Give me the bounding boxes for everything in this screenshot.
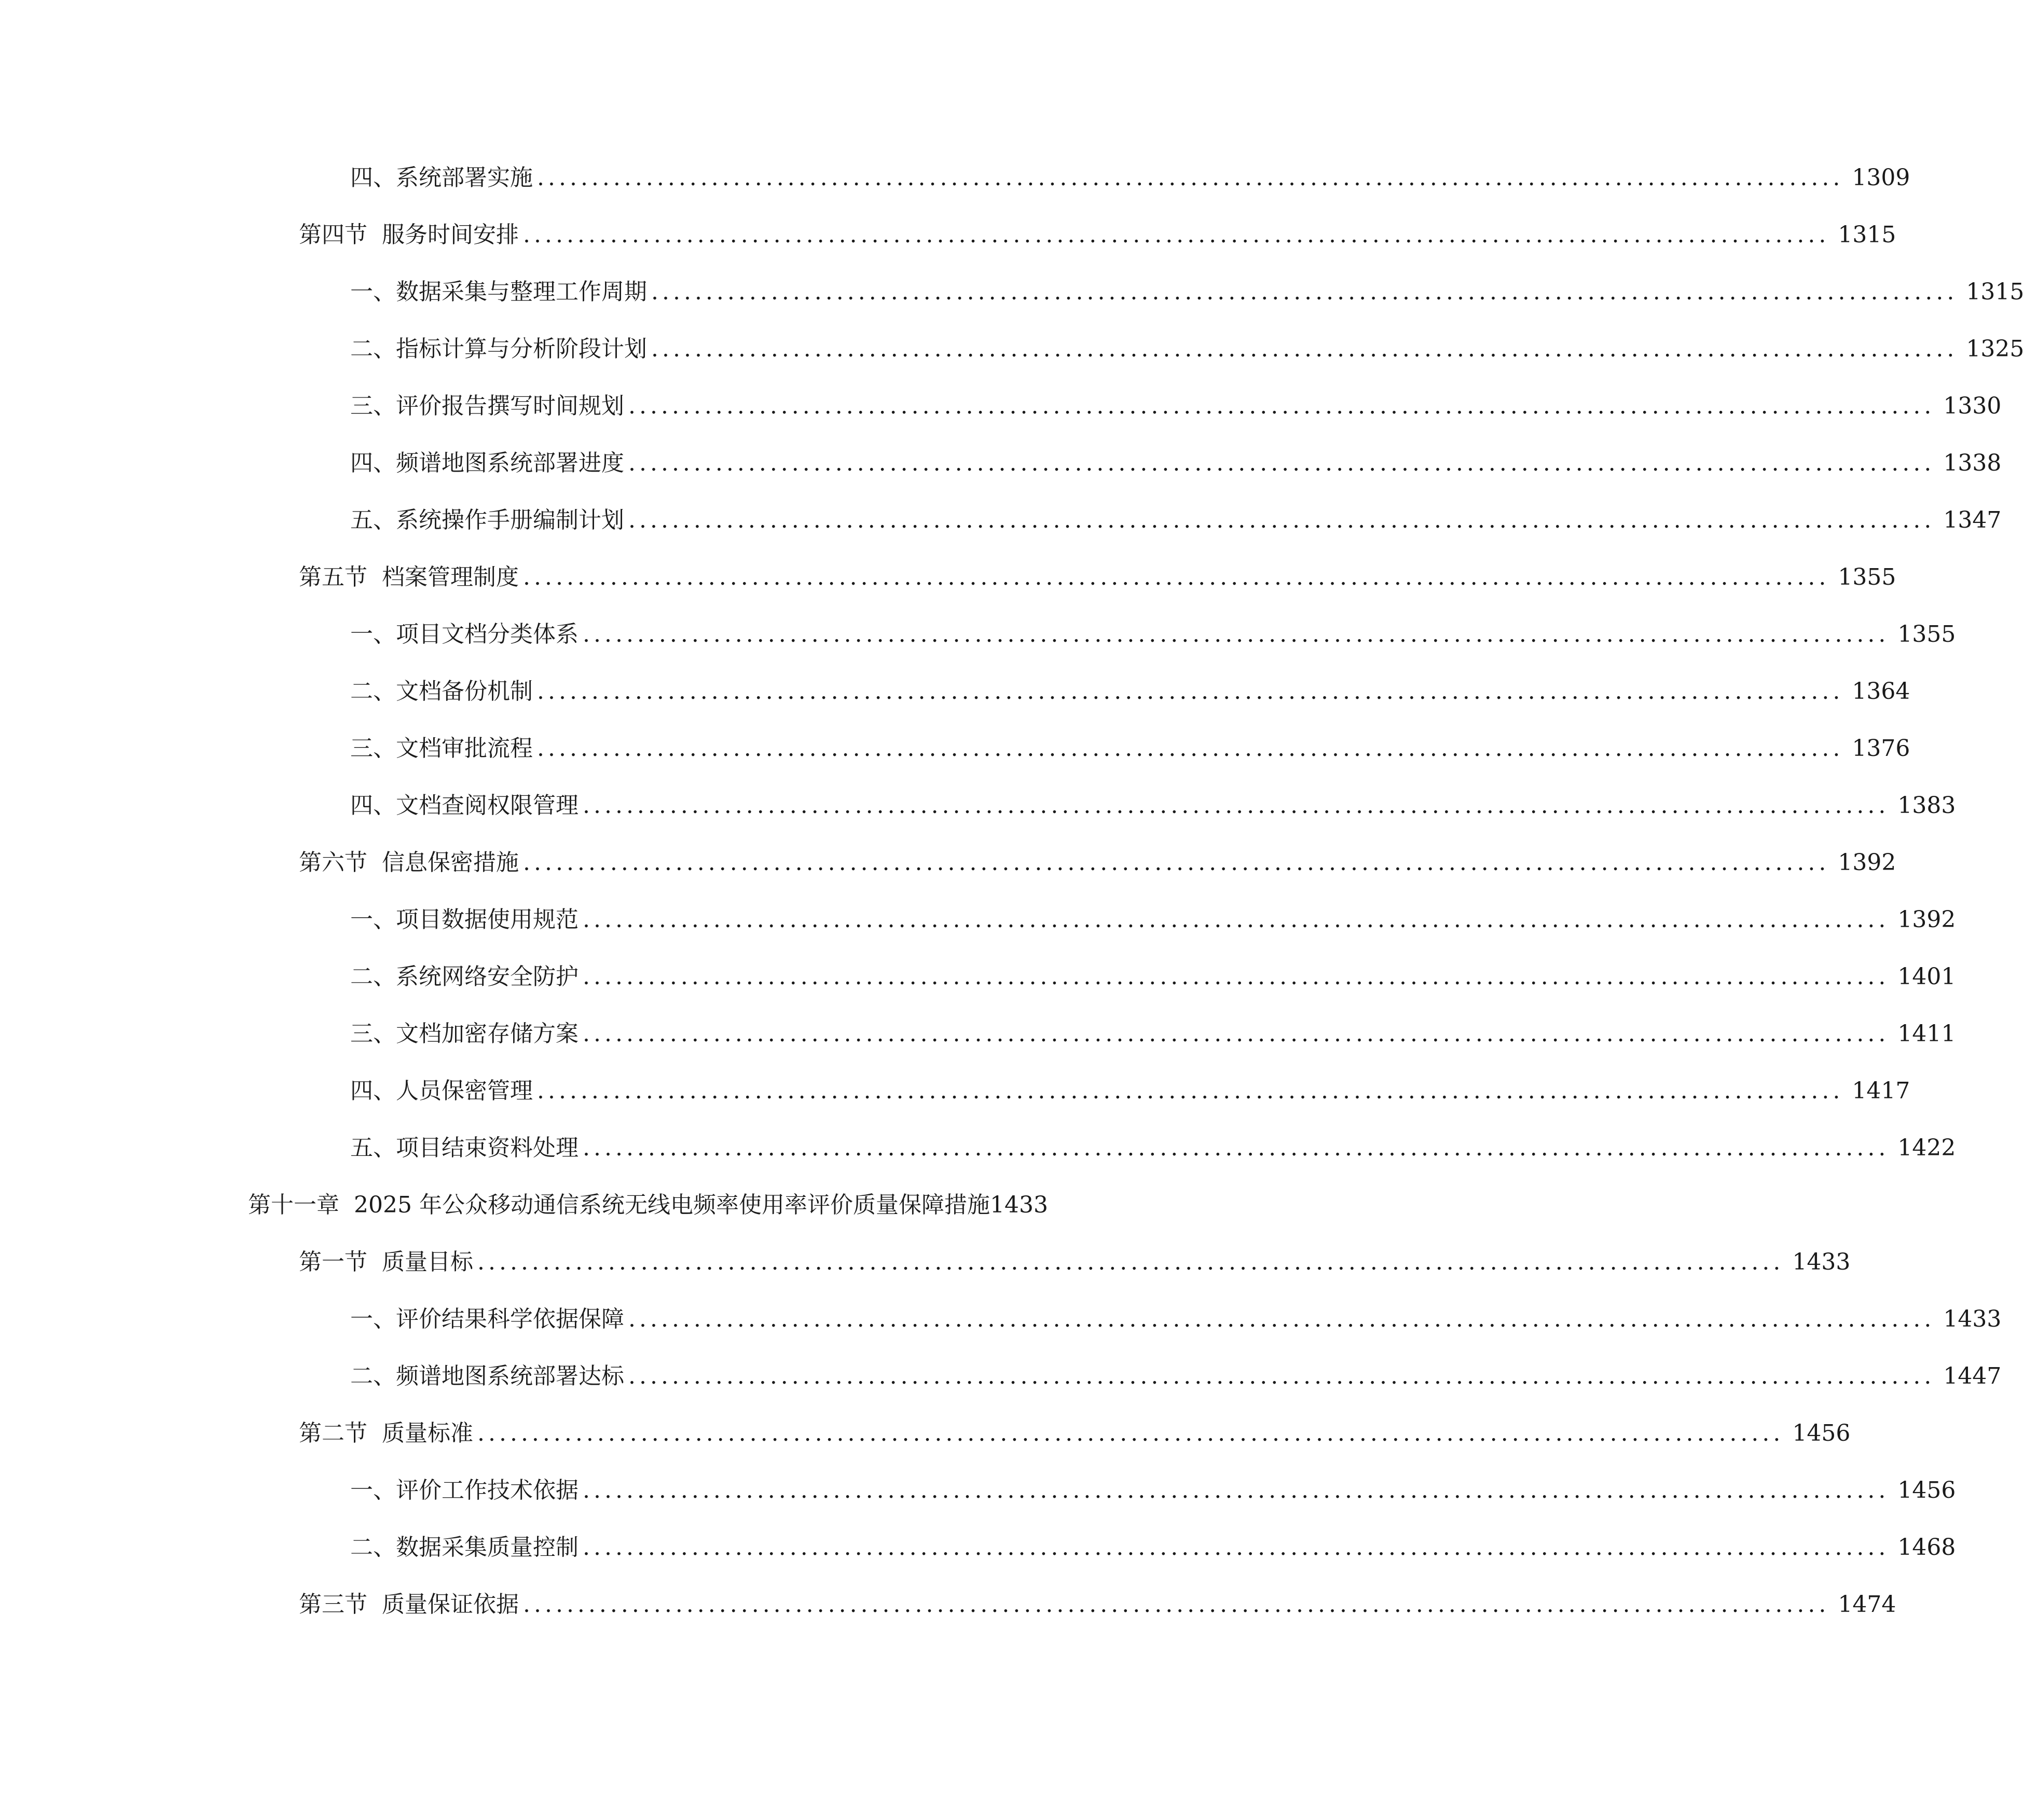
toc-entry-number: 一、 (350, 1477, 396, 1504)
toc-entry-title: 项目结束资料处理 (396, 1135, 579, 1161)
toc-section-number: 第一节 (299, 1249, 367, 1275)
toc-leader-dots: ........................................................................................................................ (583, 1021, 1890, 1047)
toc-entry[interactable] (0, 321, 2024, 378)
toc-section-number: 第四节 (299, 222, 367, 248)
toc-entry[interactable] (0, 1234, 1851, 1291)
toc-chapter-number: 第十一章 (248, 1192, 339, 1218)
toc-entry-title: 质量保证依据 (382, 1591, 519, 1618)
toc-leader-dots: ........................................................................................................................ (523, 1591, 1830, 1618)
toc-section-number: 第五节 (299, 564, 367, 590)
toc-section-number: 第二节 (299, 1420, 367, 1446)
toc-entry-page: 1376 (1852, 735, 1910, 762)
toc-chapter-entry[interactable] (0, 1177, 1130, 1234)
toc-entry-number: 三、 (350, 393, 396, 419)
toc-leader-dots: ........................................................................................................................ (523, 849, 1830, 876)
toc-leader-dots: ........................................................................................................................ (537, 1078, 1844, 1104)
toc-leader-dots: ........................................................................................................................ (628, 393, 1935, 419)
toc-entry-title: 评价结果科学依据保障 (396, 1306, 624, 1332)
toc-entry[interactable] (0, 1405, 1851, 1462)
toc-entry-page: 1422 (1897, 1135, 1956, 1161)
toc-entry-number: 二、 (350, 678, 396, 705)
toc-entry-title: 质量标准 (382, 1420, 473, 1446)
toc-leader-dots: ........................................................................................................................ (651, 336, 1958, 362)
toc-entry-number: 一、 (350, 906, 396, 933)
toc-entry-title: 信息保密措施 (382, 849, 519, 876)
toc-entry[interactable] (0, 435, 2002, 492)
toc-entry-number: 二、 (350, 336, 396, 362)
toc-entry-title: 频谱地图系统部署进度 (396, 450, 624, 476)
toc-leader-dots: ........................................................................................................................ (583, 963, 1890, 990)
toc-entry-title: 系统操作手册编制计划 (396, 507, 624, 533)
toc-entry-number: 四、 (350, 1078, 396, 1104)
toc-entry[interactable] (0, 378, 2002, 435)
toc-entry[interactable] (0, 492, 2002, 549)
toc-entry-title: 服务时间安排 (382, 222, 519, 248)
toc-entry[interactable] (0, 1120, 1956, 1177)
toc-entry-number: 二、 (350, 1363, 396, 1389)
toc-entry[interactable] (0, 1063, 1910, 1120)
toc-entry[interactable] (0, 606, 1956, 663)
toc-entry-number: 三、 (350, 1021, 396, 1047)
toc-entry[interactable] (0, 1348, 2002, 1405)
toc-entry-number: 一、 (350, 1306, 396, 1332)
toc-entry-page: 1433 (989, 1192, 1048, 1218)
toc-entry-number: 一、 (350, 279, 396, 305)
toc-entry-page: 1433 (1943, 1306, 2002, 1332)
toc-entry-page: 1315 (1838, 222, 1896, 248)
toc-entry-title: 评价工作技术依据 (396, 1477, 579, 1504)
toc-entry-page: 1325 (1966, 336, 2024, 362)
toc-entry-number: 五、 (350, 1135, 396, 1161)
toc-entry-page: 1383 (1897, 792, 1956, 819)
toc-chapter-title: 2025 年公众移动通信系统无线电频率使用率评价质量保障措施 (354, 1192, 990, 1218)
toc-entry-number: 四、 (350, 450, 396, 476)
toc-entry-page: 1411 (1897, 1021, 1956, 1047)
toc-section-number: 第六节 (299, 849, 367, 876)
toc-entry-page: 1392 (1838, 849, 1896, 876)
toc-entry[interactable] (0, 1462, 1956, 1519)
toc-entry-title: 数据采集与整理工作周期 (396, 279, 647, 305)
toc-leader-dots: ........................................................................................................................ (477, 1420, 1784, 1446)
toc-entry[interactable] (0, 1576, 1896, 1633)
toc-entry-title: 项目文档分类体系 (396, 621, 579, 647)
toc-leader-dots: ........................................................................................................................ (583, 1135, 1890, 1161)
toc-leader-dots: ........................................................................................................................ (537, 164, 1844, 191)
toc-entry-number: 四、 (350, 792, 396, 819)
toc-entry-title: 指标计算与分析阶段计划 (396, 336, 647, 362)
toc-entry-number: 二、 (350, 963, 396, 990)
toc-entry[interactable] (0, 264, 2024, 321)
toc-entry-title: 系统网络安全防护 (396, 963, 579, 990)
toc-entry-page: 1447 (1943, 1363, 2002, 1389)
toc-entry-number: 五、 (350, 507, 396, 533)
toc-entry-page: 1417 (1852, 1078, 1910, 1104)
toc-entry-title: 质量目标 (382, 1249, 473, 1275)
toc-entry[interactable] (0, 206, 1896, 264)
toc-entry-page: 1315 (1966, 279, 2024, 305)
toc-entry-title: 文档审批流程 (396, 735, 533, 762)
toc-leader-dots: ........................................................................................................................ (583, 792, 1890, 819)
toc-leader-dots: ........................................................................................................................ (523, 564, 1830, 590)
toc-entry[interactable] (0, 549, 1896, 606)
toc-leader-dots: ........................................................................................................................ (583, 621, 1890, 647)
toc-entry-page: 1330 (1943, 393, 2002, 419)
toc-entry-page: 1468 (1897, 1534, 1956, 1561)
toc-entry-page: 1347 (1943, 507, 2002, 533)
toc-entry-title: 系统部署实施 (396, 164, 533, 191)
toc-entry-title: 文档查阅权限管理 (396, 792, 579, 819)
toc-entry-title: 评价报告撰写时间规划 (396, 393, 624, 419)
toc-leader-dots: ........................................................................................................................ (537, 735, 1844, 762)
toc-leader-dots: ........................................................................................................................ (628, 450, 1935, 476)
toc-entry-number: 二、 (350, 1534, 396, 1561)
toc-leader-dots: ........................................................................................................................ (537, 678, 1844, 705)
toc-entry-page: 1309 (1852, 164, 1910, 191)
toc-entry-title: 人员保密管理 (396, 1078, 533, 1104)
toc-entry-number: 四、 (350, 164, 396, 191)
toc-entry-page: 1355 (1838, 564, 1896, 590)
toc-entry-title: 档案管理制度 (382, 564, 519, 590)
toc-leader-dots: ........................................................................................................................ (628, 507, 1935, 533)
table-of-contents (0, 149, 2024, 1633)
toc-leader-dots: ........................................................................................................................ (477, 1249, 1784, 1275)
toc-entry[interactable] (0, 891, 1956, 948)
toc-leader-dots: ........................................................................................................................ (628, 1306, 1935, 1332)
toc-entry-title: 频谱地图系统部署达标 (396, 1363, 624, 1389)
toc-entry[interactable] (0, 149, 1910, 206)
toc-entry-page: 1474 (1838, 1591, 1896, 1618)
toc-entry-page: 1456 (1897, 1477, 1956, 1504)
toc-leader-dots: ........................................................................................................................ (628, 1363, 1935, 1389)
toc-entry-title: 文档加密存储方案 (396, 1021, 579, 1047)
toc-entry[interactable] (0, 777, 1956, 834)
toc-entry-title: 数据采集质量控制 (396, 1534, 579, 1561)
toc-leader-dots: ........................................................................................................................ (651, 279, 1958, 305)
toc-section-number: 第三节 (299, 1591, 367, 1618)
toc-entry-page: 1338 (1943, 450, 2002, 476)
toc-leader-dots: ........................................................................................................................ (583, 1534, 1890, 1561)
toc-entry-number: 一、 (350, 621, 396, 647)
toc-leader-dots: ........................................................................................................................ (583, 1477, 1890, 1504)
toc-entry-number: 三、 (350, 735, 396, 762)
toc-entry[interactable] (0, 834, 1896, 891)
toc-entry[interactable] (0, 1291, 2002, 1348)
toc-entry[interactable] (0, 720, 1910, 777)
toc-entry-page: 1401 (1897, 963, 1956, 990)
toc-entry-page: 1433 (1792, 1249, 1851, 1275)
toc-entry-page: 1456 (1792, 1420, 1851, 1446)
toc-leader-dots: ........................................................................................................................ (523, 222, 1830, 248)
toc-entry-title: 项目数据使用规范 (396, 906, 579, 933)
toc-entry-page: 1392 (1897, 906, 1956, 933)
toc-entry[interactable] (0, 1005, 1956, 1063)
toc-entry[interactable] (0, 663, 1910, 720)
toc-entry[interactable] (0, 1519, 1956, 1576)
toc-entry[interactable] (0, 948, 1956, 1005)
toc-entry-page: 1355 (1897, 621, 1956, 647)
toc-entry-title: 文档备份机制 (396, 678, 533, 705)
toc-leader-dots: ........................................................................................................................ (583, 906, 1890, 933)
toc-entry-page: 1364 (1852, 678, 1910, 705)
